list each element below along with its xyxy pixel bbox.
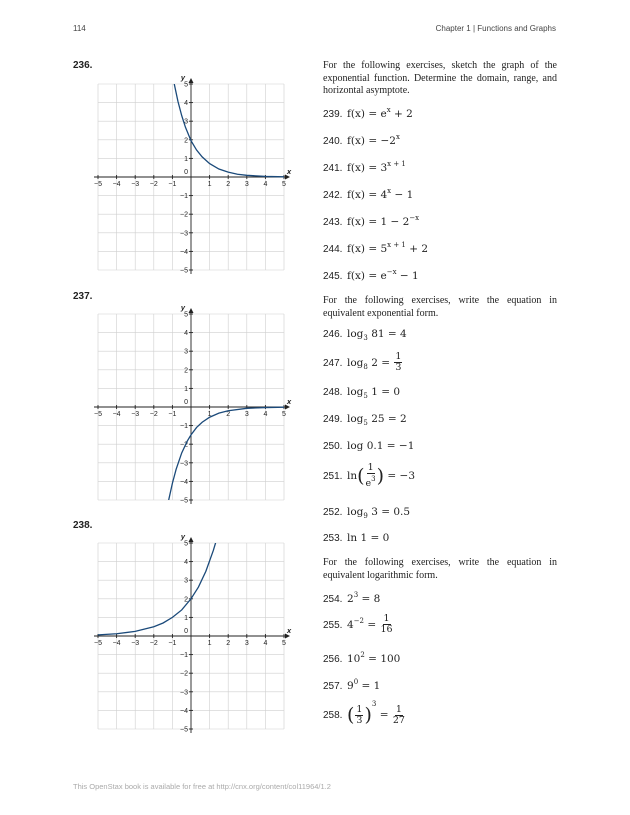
equation: log 0.1 = −1 (347, 440, 415, 452)
x-tick-label: 4 (263, 411, 268, 418)
y-tick-label: 1 (184, 385, 188, 393)
equation: $f(x) = e^{-x} - 1$ (347, 268, 419, 282)
y-tick-label: 1 (184, 614, 188, 622)
y-axis-arrow (189, 537, 194, 542)
y-tick-label: 4 (184, 330, 188, 338)
y-tick-label: −5 (180, 726, 188, 734)
exercise-243 (323, 214, 419, 228)
equation: $\log_5 25 = 2$ (347, 413, 407, 427)
exercise-253 (323, 532, 389, 544)
y-tick-label: 4 (184, 100, 188, 108)
y-tick-label: 2 (184, 137, 188, 145)
exercise-239 (323, 106, 413, 120)
y-tick-label: 3 (184, 348, 188, 356)
equation: $2^3 = 8$ (347, 591, 381, 605)
exercise-250 (323, 440, 414, 452)
y-tick-label: −4 (180, 248, 188, 256)
y-axis-label: y (180, 73, 185, 82)
x-tick-label: 1 (207, 640, 212, 647)
exercise-240 (323, 133, 400, 147)
x-tick-label: −5 (94, 411, 102, 418)
x-axis-label: x (287, 167, 292, 176)
exercise-number: 244. (323, 244, 343, 255)
page-number: 114 (73, 24, 86, 33)
exercise-number: 239. (323, 109, 343, 120)
x-tick-label: −4 (112, 181, 121, 188)
x-tick-label: 3 (244, 181, 249, 188)
exercise-number: 247. (323, 357, 343, 369)
y-tick-label: −2 (180, 441, 188, 449)
chart-svg (86, 531, 296, 741)
origin-label: 0 (184, 399, 188, 406)
exercise-number: 253. (323, 533, 343, 544)
equation: $4^{-2}$ = $\frac{1}{16}$ (347, 613, 393, 635)
x-tick-label: −2 (149, 411, 158, 418)
exercise-257 (323, 678, 380, 692)
x-tick-label: −2 (149, 640, 158, 647)
exercise-number: 257. (323, 681, 343, 692)
chart-svg (86, 302, 296, 512)
equation: ( $\frac{1}{3}$ )$^3$ = $\frac{1}{27}$ (347, 700, 405, 726)
equation: $f(x) = 5^{x + 1} + 2$ (347, 241, 429, 255)
equation: $f(x) = -2^x$ (347, 133, 400, 147)
x-tick-label: 2 (226, 640, 231, 647)
y-tick-label: 5 (184, 540, 188, 548)
exercise-number: 243. (323, 217, 343, 228)
y-tick-label: 4 (184, 559, 188, 567)
x-tick-label: −2 (149, 181, 158, 188)
function-curve (98, 532, 219, 635)
equation: ln( $\frac{1}{e^3}$ ) = −3 (347, 462, 416, 489)
y-tick-label: 3 (184, 577, 188, 585)
y-tick-label: −4 (180, 707, 188, 715)
origin-label: 0 (184, 628, 188, 635)
x-tick-label: 2 (226, 411, 231, 418)
x-tick-label: −5 (94, 640, 102, 647)
y-tick-label: 5 (184, 311, 188, 319)
equation: $f(x) = e^x + 2$ (347, 106, 413, 120)
function-curve (169, 407, 284, 500)
exercise-number: 245. (323, 271, 343, 282)
exercise-248 (323, 386, 400, 400)
equation: $\log_8 2$ = $\frac{1}{3}$ (347, 351, 402, 373)
y-tick-label: −1 (180, 652, 188, 660)
exercise-241 (323, 160, 406, 174)
x-tick-label: 5 (282, 181, 286, 188)
y-tick-label: −3 (180, 460, 188, 468)
exercise-number: 256. (323, 654, 343, 665)
exercise-247 (323, 352, 403, 373)
y-axis-arrow (189, 308, 194, 313)
y-axis-label: y (180, 303, 185, 312)
chart-svg (86, 72, 296, 282)
exercise-number: 236. (73, 60, 93, 71)
exercise-number: 258. (323, 710, 343, 721)
equation: $10^2 = 100$ (347, 651, 401, 665)
exercise-number: 249. (323, 414, 343, 425)
exercise-258 (323, 700, 406, 726)
y-tick-label: 2 (184, 367, 188, 375)
exercise-244 (323, 241, 428, 255)
exercise-number: 255. (323, 619, 343, 631)
x-axis-label: x (287, 626, 292, 635)
y-tick-label: 2 (184, 596, 188, 604)
y-tick-label: −2 (180, 670, 188, 678)
x-tick-label: −3 (131, 181, 140, 188)
equation: $\log_3 81 = 4$ (347, 328, 407, 342)
fraction: $\frac{1}{27}$ (392, 703, 405, 726)
exercise-number: 240. (323, 136, 343, 147)
equation: $\log_5 1 = 0$ (347, 386, 401, 400)
exercise-251 (323, 463, 415, 489)
equation: ln 1 = 0 (347, 532, 390, 544)
exercise-number: 246. (323, 329, 343, 340)
exercise-number: 248. (323, 387, 343, 398)
fraction: $\frac{1}{e^3}$ (365, 462, 376, 489)
x-tick-label: 3 (244, 411, 249, 418)
instruction-text: For the following exercises, sketch the graph of the exponential function. Determine the domain, range, and horizontal asymptote. (323, 60, 557, 96)
x-tick-label: 2 (226, 181, 231, 188)
y-tick-label: −1 (180, 423, 188, 431)
x-tick-label: 3 (244, 640, 249, 647)
x-tick-label: −3 (131, 411, 140, 418)
origin-label: 0 (184, 169, 188, 176)
exercise-252 (323, 506, 410, 520)
exercise-number: 254. (323, 594, 343, 605)
y-tick-label: −1 (180, 193, 188, 201)
x-tick-label: 1 (207, 181, 212, 188)
x-tick-label: −3 (131, 640, 140, 647)
exercise-256 (323, 651, 400, 665)
x-tick-label: 1 (207, 411, 212, 418)
y-tick-label: −4 (180, 478, 188, 486)
x-tick-label: 4 (263, 640, 268, 647)
exercise-number: 237. (73, 291, 93, 302)
fraction: $\frac{1}{16}$ (380, 613, 393, 635)
exercise-242 (323, 187, 413, 201)
instruction-text: For the following exercises, write the equation in equivalent logarithmic form. (323, 557, 557, 581)
x-tick-label: −1 (168, 411, 177, 418)
y-tick-label: −5 (180, 267, 188, 275)
chapter-title: Chapter 1 | Functions and Graphs (435, 24, 556, 33)
x-tick-label: −1 (168, 181, 177, 188)
x-tick-label: −5 (94, 181, 102, 188)
exercise-number: 252. (323, 507, 343, 518)
exercise-number: 251. (323, 471, 343, 482)
x-tick-label: 5 (282, 640, 286, 647)
exercise-number: 241. (323, 163, 343, 174)
exercise-245 (323, 268, 419, 282)
x-tick-label: −1 (168, 640, 177, 647)
x-tick-label: −4 (112, 411, 121, 418)
y-tick-label: −3 (180, 230, 188, 238)
y-tick-label: 3 (184, 118, 188, 126)
equation: $9^0 = 1$ (347, 678, 381, 692)
equation: $f(x) = 1 - 2^{-x}$ (347, 214, 420, 228)
exercise-number: 238. (73, 520, 93, 531)
x-tick-label: 4 (263, 181, 268, 188)
instruction-text: For the following exercises, write the equation in equivalent exponential form. (323, 295, 557, 319)
exercise-number: 250. (323, 441, 343, 452)
y-axis-label: y (180, 532, 185, 541)
x-tick-label: −4 (112, 640, 121, 647)
footer-text: This OpenStax book is available for free at http://cnx.org/content/col11964/1.2 (73, 782, 331, 791)
y-tick-label: 5 (184, 81, 188, 89)
y-tick-label: −3 (180, 689, 188, 697)
graph-237 (86, 302, 296, 512)
x-tick-label: 5 (282, 411, 286, 418)
y-tick-label: 1 (184, 155, 188, 163)
y-tick-label: −2 (180, 211, 188, 219)
graph-238 (86, 531, 296, 741)
equation: $f(x) = 3^{x + 1}$ (347, 160, 406, 174)
exercise-number: 242. (323, 190, 343, 201)
equation: $f(x) = 4^x - 1$ (347, 187, 414, 201)
exercise-254 (323, 591, 380, 605)
exercise-249 (323, 413, 407, 427)
equation: $\log_9 3 = 0.5$ (347, 506, 411, 520)
graph-236 (86, 72, 296, 282)
y-axis-arrow (189, 78, 194, 83)
exercise-246 (323, 328, 407, 342)
fraction: $\frac{1}{3}$ (395, 351, 402, 373)
exercise-255 (323, 614, 394, 635)
fraction: $\frac{1}{3}$ (356, 703, 363, 726)
x-axis-label: x (287, 397, 292, 406)
y-tick-label: −5 (180, 497, 188, 505)
